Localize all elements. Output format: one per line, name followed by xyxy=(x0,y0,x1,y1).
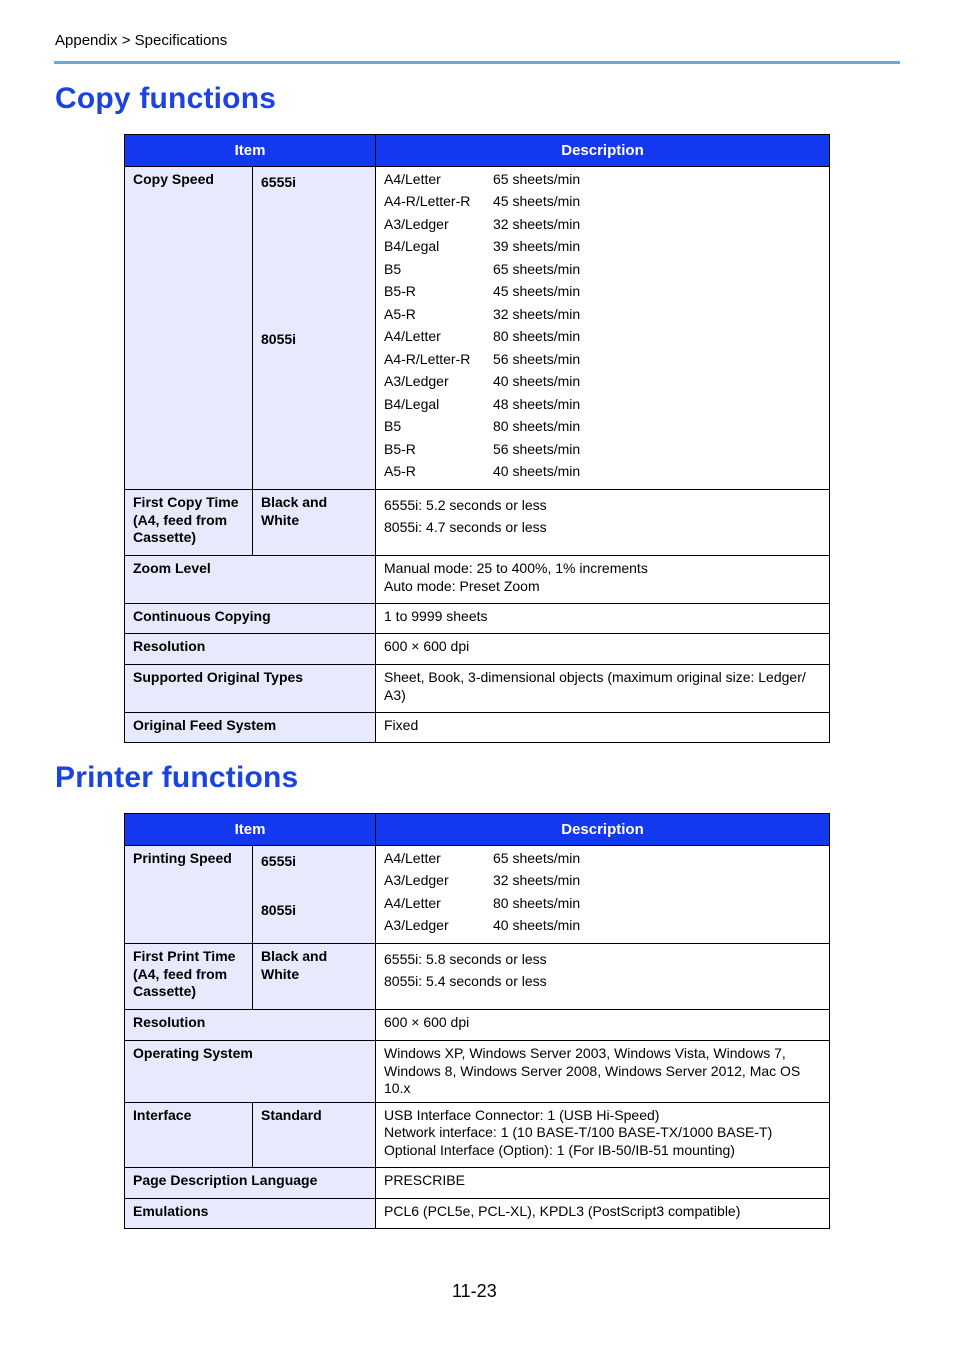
list-item: A5-R 32 sheets/min xyxy=(384,305,581,322)
header-description: Description xyxy=(376,814,830,846)
zoom-level-values: Manual mode: 25 to 400%, 1% increments Auto mode: Preset Zoom xyxy=(376,556,830,604)
first-copy-time-values: 6555i: 5.2 seconds or less 8055i: 4.7 seconds or less xyxy=(376,490,830,556)
continuous-copying-label: Continuous Copying xyxy=(125,604,376,634)
list-item: B5-R 45 sheets/min xyxy=(384,283,581,299)
copy-functions-title: Copy functions xyxy=(55,82,277,115)
list-item: A3/Ledger 40 sheets/min xyxy=(384,373,581,389)
table-row xyxy=(125,1167,830,1198)
breadcrumb: Appendix > Specifications xyxy=(55,32,228,49)
copy-speed-models xyxy=(253,167,376,490)
model-8055i: 8055i xyxy=(261,902,297,918)
printing-speed-models xyxy=(253,846,376,944)
pdl-value: PRESCRIBE xyxy=(376,1167,830,1198)
table-row xyxy=(125,1010,830,1041)
list-item: A4/Letter 80 sheets/min xyxy=(384,894,581,911)
list-item: B5 65 sheets/min xyxy=(384,260,581,277)
operating-system-value: Windows XP, Windows Server 2003, Windows Vista, Windows 7, Windows 8, Windows Server 2008, Windows Server 2012, Mac OS 10.x xyxy=(376,1041,830,1103)
printing-speed-label: Printing Speed xyxy=(125,846,253,944)
list-item: A4-R/Letter-R 56 sheets/min xyxy=(384,350,581,367)
first-print-time-label: First Print Time (A4, feed from Cassette) xyxy=(125,944,253,1010)
first-copy-time-sub: Black and White xyxy=(253,490,376,556)
list-item: A5-R 40 sheets/min xyxy=(384,463,581,479)
table-row xyxy=(125,1102,830,1167)
zoom-level-label: Zoom Level xyxy=(125,556,376,604)
emulations-label: Emulations xyxy=(125,1198,376,1228)
page-number: 11-23 xyxy=(452,1281,497,1301)
interface-sub: Standard xyxy=(253,1102,376,1167)
first-copy-time-label: First Copy Time (A4, feed from Cassette) xyxy=(125,490,253,556)
pdl-label: Page Description Language xyxy=(125,1167,376,1198)
list-item: B5 80 sheets/min xyxy=(384,418,581,434)
model-6555i: 6555i xyxy=(261,174,297,190)
original-feed-label: Original Feed System xyxy=(125,713,376,743)
model-6555i: 6555i xyxy=(261,853,297,869)
table-row xyxy=(125,556,830,604)
list-item: A4/Letter 65 sheets/min xyxy=(384,849,581,866)
original-types-value: Sheet, Book, 3-dimensional objects (maximum original size: Ledger/ A3) xyxy=(376,665,830,713)
list-item: B4/Legal 39 sheets/min xyxy=(384,238,581,254)
list-item: B4/Legal 48 sheets/min xyxy=(384,395,581,412)
table-row xyxy=(125,944,830,1010)
first-print-time-values: 6555i: 5.8 seconds or less 8055i: 5.4 seconds or less xyxy=(376,944,830,1010)
copy-resolution-label: Resolution xyxy=(125,634,376,665)
table-header-row xyxy=(125,814,830,846)
emulations-value: PCL6 (PCL5e, PCL-XL), KPDL3 (PostScript3 compatible) xyxy=(376,1198,830,1228)
printer-functions-table xyxy=(124,813,830,1229)
list-item: A3/Ledger 40 sheets/min xyxy=(384,917,581,933)
table-row xyxy=(125,167,830,490)
table-row xyxy=(125,490,830,556)
model-8055i: 8055i xyxy=(261,331,297,347)
first-print-time-sub: Black and White xyxy=(253,944,376,1010)
printing-speed-values xyxy=(376,846,830,944)
list-item: B5-R 56 sheets/min xyxy=(384,440,581,457)
copy-functions-table xyxy=(124,134,830,743)
table-row xyxy=(125,846,830,944)
continuous-copying-value: 1 to 9999 sheets xyxy=(376,604,830,634)
copy-speed-values xyxy=(376,167,830,490)
table-header-row xyxy=(125,135,830,167)
operating-system-label: Operating System xyxy=(125,1041,376,1103)
copy-resolution-value: 600 × 600 dpi xyxy=(376,634,830,665)
original-types-label: Supported Original Types xyxy=(125,665,376,713)
list-item: A4-R/Letter-R 45 sheets/min xyxy=(384,193,581,209)
interface-values: USB Interface Connector: 1 (USB Hi-Speed) Network interface: 1 (10 BASE-T/100 BASE-TX/1000 BASE-T) Optional Interface (Option): 1 (For IB-50/IB-51 mounting) xyxy=(376,1102,830,1167)
table-row xyxy=(125,604,830,634)
header-item: Item xyxy=(125,814,376,846)
table-row xyxy=(125,713,830,743)
header-rule xyxy=(54,61,900,64)
table-row xyxy=(125,1198,830,1228)
list-item: A3/Ledger 32 sheets/min xyxy=(384,215,581,232)
copy-speed-label: Copy Speed xyxy=(125,167,253,490)
header-item: Item xyxy=(125,135,376,167)
list-item: A4/Letter 80 sheets/min xyxy=(384,328,581,344)
printer-functions-title: Printer functions xyxy=(55,761,299,794)
table-row xyxy=(125,1041,830,1103)
interface-label: Interface xyxy=(125,1102,253,1167)
printer-resolution-value: 600 × 600 dpi xyxy=(376,1010,830,1041)
header-description: Description xyxy=(376,135,830,167)
original-feed-value: Fixed xyxy=(376,713,830,743)
printer-resolution-label: Resolution xyxy=(125,1010,376,1041)
table-row xyxy=(125,634,830,665)
list-item: A3/Ledger 32 sheets/min xyxy=(384,872,581,888)
table-row xyxy=(125,665,830,713)
list-item: A4/Letter 65 sheets/min xyxy=(384,170,581,187)
